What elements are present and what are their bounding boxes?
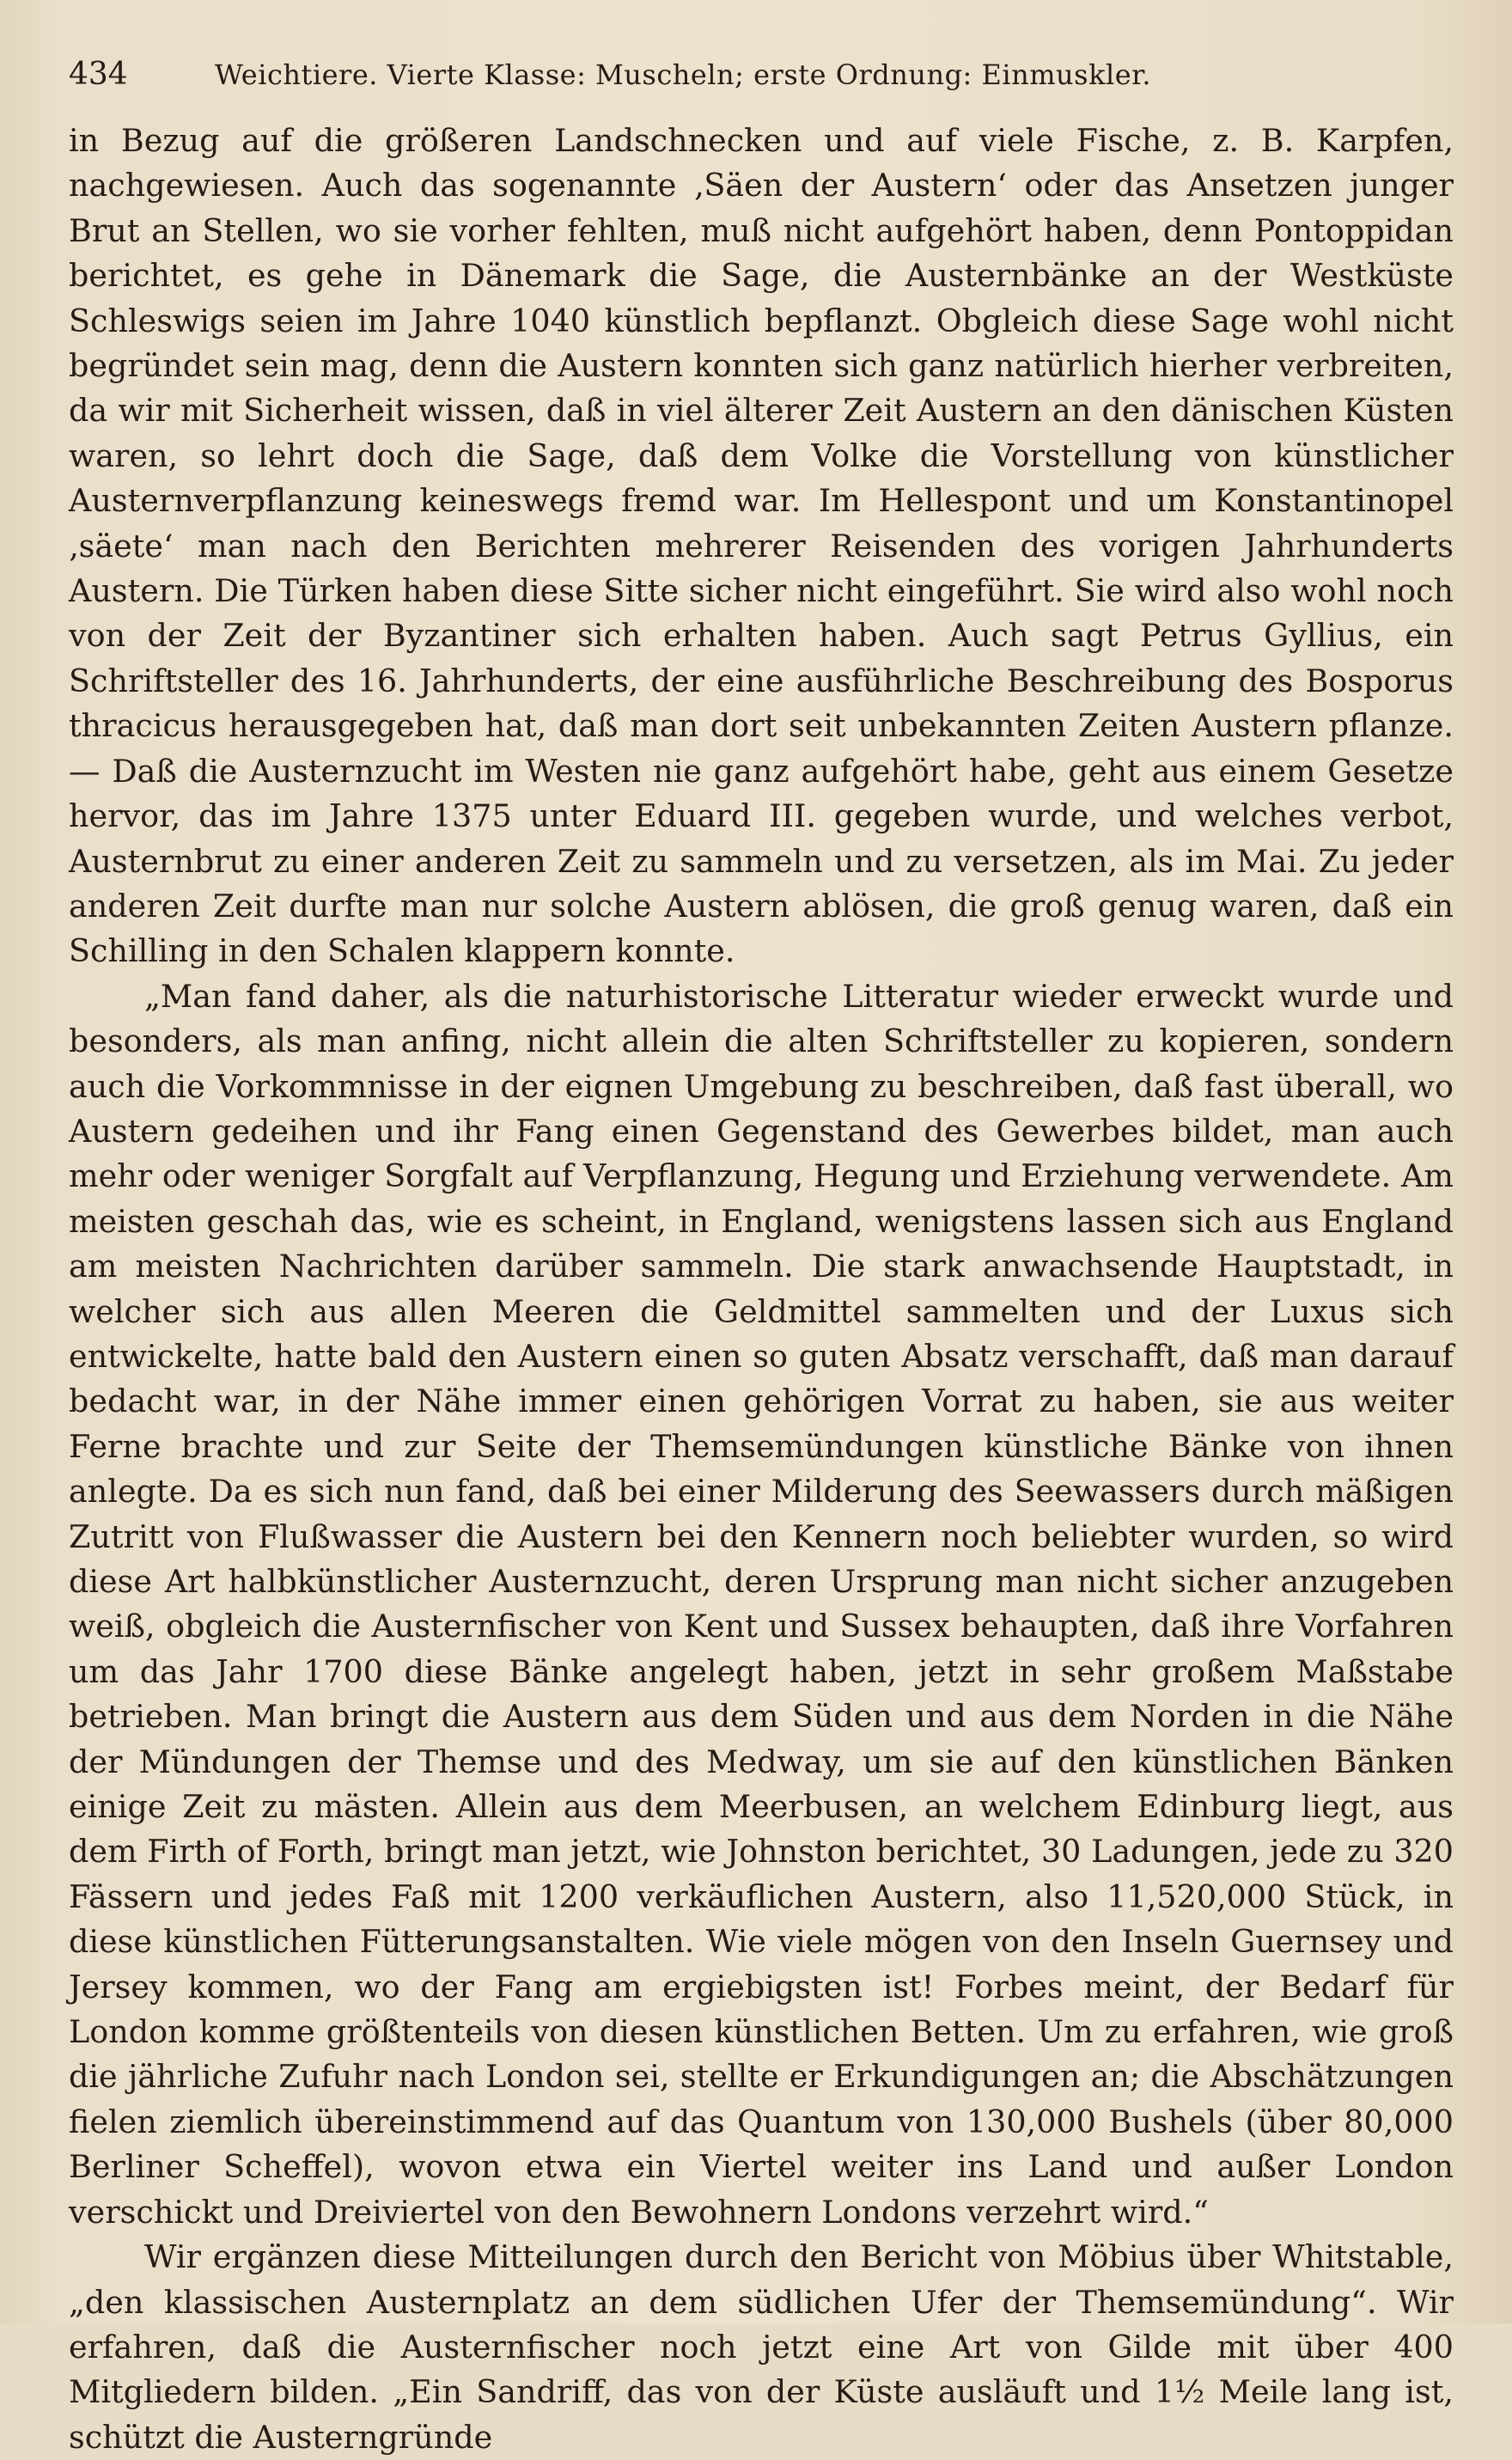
paragraph-2: „Man fand daher, als die naturhistorische Litteratur wieder erweckt wurde und besonders, als man anfing, nicht allein die alten Schriftsteller zu kopieren, sondern auch die Vorkommnisse in der eignen Umgebung zu beschreiben, daß fast überall, wo Austern gedeihen und ihr Fang einen Gegenstand des Gewerbes bildet, man auch mehr oder weniger Sorgfalt auf Verpflanzung, Hegung und Erziehung verwendete. Am meisten geschah das, wie es scheint, in England, wenigstens lassen sich aus England am meisten Nachrichten darüber sammeln. Die stark anwachsende Hauptstadt, in welcher sich aus allen Meeren die Geldmittel sammelten und der Luxus sich entwickelte, hatte bald den Austern einen so guten Absatz verschafft, daß man darauf bedacht war, in der Nähe immer einen gehörigen Vorrat zu haben, sie aus weiter Ferne brachte und zur Seite der Themsemündungen künstliche Bänke von ihnen anlegte. Da es sich nun fand, daß bei einer Milderung des Seewassers durch mäßigen Zutritt von Flußwasser die Austern bei den Kennern noch beliebter wurden, so wird diese Art halbkünstlicher Austernzucht, deren Ursprung man nicht sicher anzugeben weiß, obgleich die Austernfischer von Kent und Sussex behaupten, daß ihre Vorfahren um das Jahr 1700 diese Bänke angelegt haben, jetzt in sehr großem Maßstabe betrieben. Man bringt die Austern aus dem Süden und aus dem Norden in die Nähe der Mündungen der Themse und des Medway, um sie auf den künstlichen Bänken einige Zeit zu mästen. Allein aus dem Meerbusen, an welchem Edinburg liegt, aus dem Firth of Forth, bringt man jetzt, wie Johnston berichtet, 30 Ladungen, jede zu 320 Fässern und jedes Faß mit 1200 verkäuflichen Austern, also 11,520,000 Stück, in diese künstlichen Fütterungsanstalten. Wie viele mögen von den Inseln Guernsey und Jersey kommen, wo der Fang am ergiebigsten ist! Forbes meint, der Bedarf für London komme größtenteils von diesen künstlichen Betten. Um zu erfahren, wie groß die jährliche Zufuhr nach London sei, stellte er Erkundigungen an; die Abschätzungen fielen ziemlich übereinstimmend auf das Quantum von 130,000 Bushels (über 80,000 Berliner Scheffel), wovon etwa ein Viertel weiter ins Land und außer London verschickt und Dreiviertel von den Bewohnern Londons verzehrt wird.“ — [69, 977, 1454, 2231]
body-text — [69, 119, 1454, 2460]
page-number: 434 — [69, 57, 128, 92]
running-head — [69, 53, 1443, 96]
paragraph-1: in Bezug auf die größeren Landschnecken und auf viele Fische, z. B. Karpfen, nachgewiesen. Auch das sogenannte ‚Säen der Austern‘ oder das Ansetzen junger Brut an Stellen, wo sie vorher fehlten, muß nicht aufgehört haben, denn Pontoppidan berichtet, es gehe in Dänemark die Sage, die Austernbänke an der Westküste Schleswigs seien im Jahre 1040 künstlich bepflanzt. Obgleich diese Sage wohl nicht begründet sein mag, denn die Austern konnten sich ganz natürlich hierher verbreiten, da wir mit Sicherheit wissen, daß in viel älterer Zeit Austern an den dänischen Küsten waren, so lehrt doch die Sage, daß dem Volke die Vorstellung von künstlicher Austernverpflanzung keineswegs fremd war. Im Hellespont und um Konstantinopel ‚säete‘ man nach den Berichten mehrerer Reisenden des vorigen Jahrhunderts Austern. Die Türken haben diese Sitte sicher nicht eingeführt. Sie wird also wohl noch von der Zeit der Byzantiner sich erhalten haben. Auch sagt Petrus Gyllius, ein Schriftsteller des 16. Jahrhunderts, der eine ausführliche Beschreibung des Bosporus thracicus herausgegeben hat, daß man dort seit unbekannten Zeiten Austern pflanze. — Daß die Austernzucht im Westen nie ganz aufgehört habe, geht aus einem Gesetze hervor, das im Jahre 1375 unter Eduard III. gegeben wurde, und welches verbot, Austernbrut zu einer anderen Zeit zu sammeln und zu versetzen, als im Mai. Zu jeder anderen Zeit durfte man nur solche Austern ablösen, die groß genug waren, daß ein Schilling in den Schalen klappern konnte. — [69, 122, 1454, 970]
paragraph-3: Wir ergänzen diese Mitteilungen durch den Bericht von Möbius über Whitstable, „den klassischen Austernplatz an dem südlichen Ufer der Themsemündung“. Wir erfahren, daß die Austernfischer noch jetzt eine Art von Gilde mit über 400 Mitgliedern bilden. „Ein Sandriff, das von der Küste ausläuft und 1½ Meile lang ist, schützt die Austerngründe — [69, 2238, 1454, 2456]
running-title: Weichtiere. Vierte Klasse: Muscheln; erste Ordnung: Einmuskler. — [215, 58, 1152, 91]
